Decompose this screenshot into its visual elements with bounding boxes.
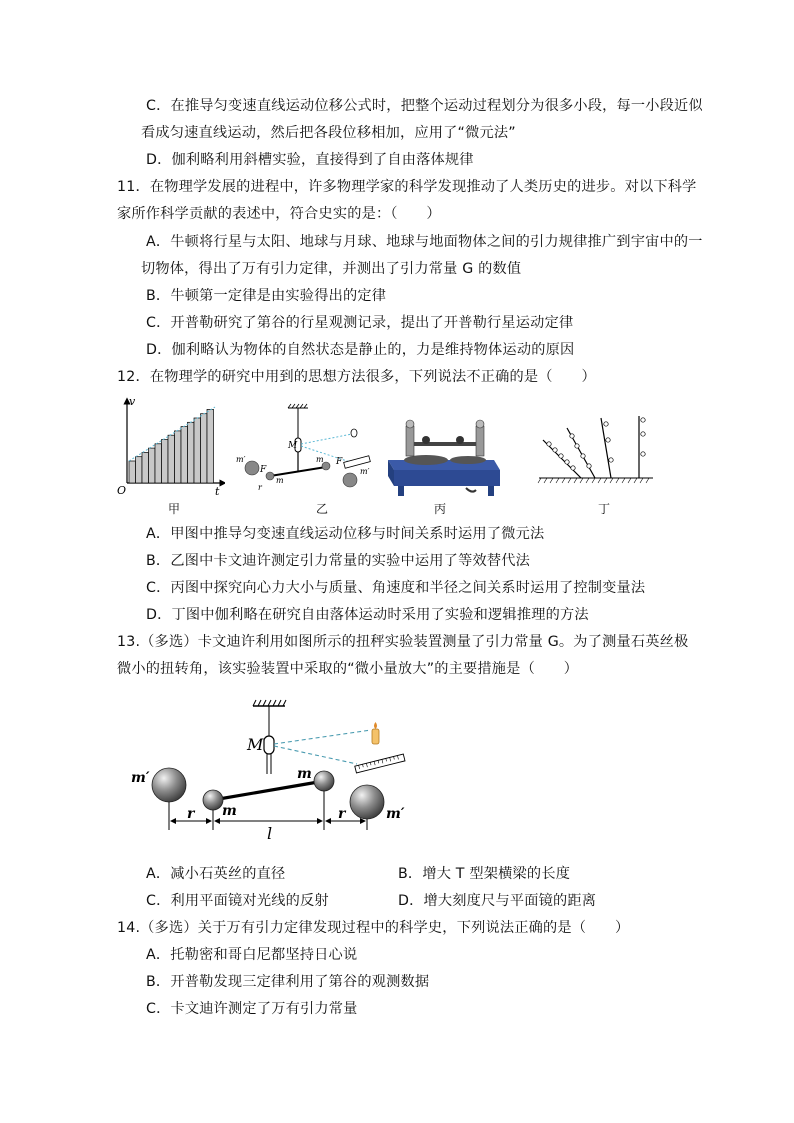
step-bar	[175, 431, 182, 483]
caption-yi: 乙	[316, 502, 329, 516]
q13-stem-line1: 13.（多选）卡文迪许利用如图所示的扭秤实验装置测量了引力常量 G。为了测量石英丝极	[117, 634, 689, 650]
step-bar	[181, 427, 188, 483]
q12-stem: 12．在物理学的研究中用到的思想方法很多，下列说法不正确的是（ ）	[117, 369, 596, 385]
q12-figure-ding	[535, 410, 655, 490]
q14-option-c: C．卡文迪许测定了万有引力常量	[146, 1001, 358, 1017]
label-r-right: r	[338, 806, 346, 822]
q10-option-c-line1: C．在推导匀变速直线运动位移公式时，把整个运动过程划分为很多小段，每一小段近似	[146, 98, 703, 114]
q13-option-a: A．减小石英丝的直径	[146, 866, 286, 882]
yi-label-m-left: m	[276, 476, 284, 485]
q12-figure-jia	[115, 395, 225, 515]
step-bar	[201, 414, 208, 483]
yi-label-m-right: m	[316, 455, 324, 464]
caption-bing: 丙	[434, 502, 447, 516]
q10-option-c-line2: 看成匀速直线运动，然后把各段位移相加，应用了“微元法”	[141, 125, 516, 141]
label-l: l	[267, 824, 273, 842]
step-bar	[188, 422, 195, 483]
q12-figure-bing	[384, 412, 504, 502]
q11-option-d: D．伽利略认为物体的自然状态是静止的，力是维持物体运动的原因	[146, 342, 575, 358]
q11-option-a-line1: A．牛顿将行星与太阳、地球与月球、地球与地面物体之间的引力规律推广到宇宙中的一	[146, 234, 703, 250]
label-mp-right: m′	[386, 806, 405, 822]
step-bars	[129, 409, 214, 483]
q12-option-b: B．乙图中卡文迪许测定引力常量的实验中运用了等效替代法	[146, 553, 531, 569]
label-mp-left: m′	[131, 770, 150, 786]
step-bar	[162, 440, 169, 484]
q14-option-b: B．开普勒发现三定律利用了第谷的观测数据	[146, 974, 430, 990]
q13-torsion-balance-figure	[125, 692, 425, 842]
step-bar	[149, 448, 156, 483]
label-M: M	[247, 735, 264, 754]
q14-option-a: A．托勒密和哥白尼都坚持日心说	[146, 947, 358, 963]
yi-label-M: M	[288, 441, 298, 451]
axis-v-label: v	[129, 395, 136, 408]
yi-label-mp-right: m′	[360, 467, 370, 476]
q12-figure-yi	[232, 400, 382, 500]
q10-option-d: D．伽利略利用斜槽实验，直接得到了自由落体规律	[146, 152, 474, 168]
q12-option-d: D．丁图中伽利略在研究自由落体运动时采用了实验和逻辑推理的方法	[146, 607, 589, 623]
label-m-right: m	[297, 766, 312, 782]
q12-option-c: C．丙图中探究向心力大小与质量、角速度和半径之间关系时运用了控制变量法	[146, 580, 646, 596]
label-r-left: r	[187, 806, 195, 822]
q11-option-b: B．牛顿第一定律是由实验得出的定律	[146, 288, 387, 304]
yi-label-mp-left: m′	[236, 455, 246, 464]
axis-t-label: t	[215, 485, 220, 498]
step-bar	[168, 435, 175, 483]
q11-option-c: C．开普勒研究了第谷的行星观测记录，提出了开普勒行星运动定律	[146, 315, 574, 331]
q14-stem: 14.（多选）关于万有引力定律发现过程中的科学史，下列说法正确的是（ ）	[117, 920, 630, 936]
step-bar	[136, 457, 143, 483]
yi-label-F-right: F	[336, 457, 343, 467]
caption-jia: 甲	[168, 502, 181, 516]
step-bar	[207, 409, 214, 483]
yi-label-F-left: F	[260, 465, 267, 475]
q13-option-c: C．利用平面镜对光线的反射	[146, 893, 329, 909]
q11-option-a-line2: 切物体，得出了万有引力定律，并测出了引力常量 G 的数值	[141, 261, 522, 277]
q13-stem-line2: 微小的扭转角，该实验装置中采取的“微小量放大”的主要措施是（ ）	[117, 661, 579, 677]
q12-option-a: A．甲图中推导匀变速直线运动位移与时间关系时运用了微元法	[146, 526, 545, 542]
q11-stem-line2: 家所作科学贡献的表述中，符合史实的是：（ ）	[117, 206, 441, 222]
caption-ding: 丁	[598, 502, 611, 516]
yi-label-r: r	[258, 483, 262, 492]
step-bar	[155, 444, 162, 483]
label-m-left: m	[222, 803, 237, 819]
q11-stem-line1: 11．在物理学发展的进程中，许多物理学家的科学发现推动了人类历史的进步。对以下科学	[117, 179, 697, 195]
step-bar	[194, 418, 201, 483]
q13-option-b: B．增大 T 型架横梁的长度	[398, 866, 571, 882]
q13-option-d: D．增大刻度尺与平面镜的距离	[398, 893, 597, 909]
step-bar	[129, 461, 136, 483]
step-bar	[142, 452, 149, 483]
origin-label: O	[117, 484, 127, 497]
